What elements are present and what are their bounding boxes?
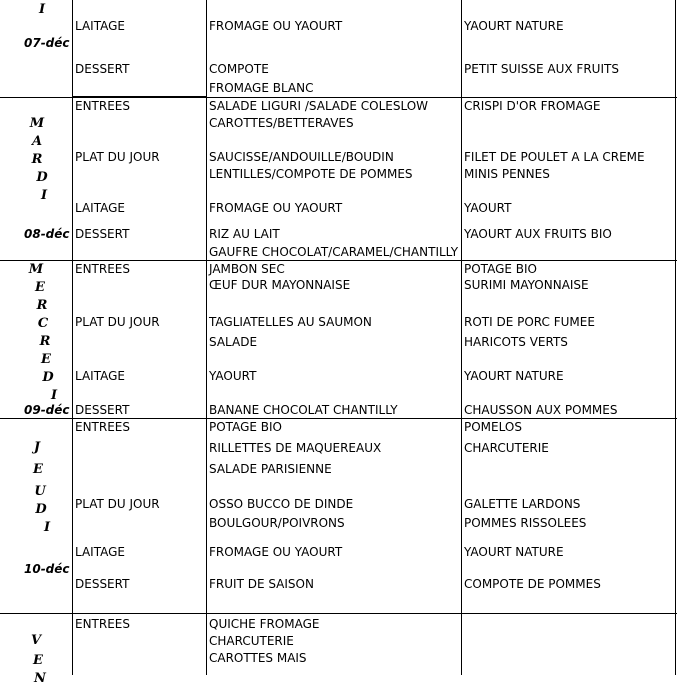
day-letter: E [33, 653, 43, 668]
menu-item: FROMAGE BLANC [209, 81, 314, 95]
day-date: 08-déc [24, 227, 70, 241]
day-date: 10-déc [24, 562, 70, 576]
category-label: LAITAGE [75, 545, 125, 559]
menu-item: COMPOTE [209, 62, 269, 76]
day-letter: M [29, 116, 45, 131]
day-date: 09-déc [24, 403, 70, 417]
day-letter: E [33, 462, 43, 477]
menu-item: SALADE [209, 335, 258, 349]
menu-item: SALADE PARISIENNE [209, 462, 332, 476]
category-label: ENTREES [75, 262, 131, 276]
menu-item: YAOURT NATURE [464, 369, 564, 383]
menu-item: GAUFRE CHOCOLAT/CARAMEL/CHANTILLY [209, 245, 459, 259]
category-label: ENTREES [75, 99, 131, 113]
category-label: DESSERT [75, 227, 130, 241]
day-divider [0, 613, 677, 614]
day-letter: D [35, 502, 47, 517]
day-date: 07-déc [24, 36, 70, 50]
menu-item: COMPOTE DE POMMES [464, 577, 601, 591]
day-letter: E [41, 352, 51, 367]
menu-item: YAOURT AUX FRUITS BIO [464, 227, 612, 241]
day-letter: U [34, 484, 46, 499]
menu-item: SURIMI MAYONNAISE [464, 278, 589, 292]
menu-item: ŒUF DUR MAYONNAISE [209, 278, 351, 292]
category-label: LAITAGE [75, 369, 125, 383]
menu-item: MINIS PENNES [464, 167, 550, 181]
menu-item: POTAGE BIO [464, 262, 537, 276]
column-divider [206, 0, 207, 675]
menu-item: OSSO BUCCO DE DINDE [209, 497, 354, 511]
menu-item: YAOURT NATURE [464, 19, 564, 33]
menu-item: ROTI DE PORC FUMEE [464, 315, 595, 329]
category-label: PLAT DU JOUR [75, 497, 160, 511]
day-letter: E [35, 280, 45, 295]
menu-item: LENTILLES/COMPOTE DE POMMES [209, 167, 413, 181]
menu-item: FROMAGE OU YAOURT [209, 201, 343, 215]
menu-item: GALETTE LARDONS [464, 497, 581, 511]
column-divider [461, 0, 462, 675]
day-divider [0, 418, 677, 419]
menu-item: FROMAGE OU YAOURT [209, 19, 343, 33]
menu-item: TAGLIATELLES AU SAUMON [209, 315, 372, 329]
menu-item: RIZ AU LAIT [209, 227, 280, 241]
day-letter: D [36, 170, 48, 185]
menu-item: JAMBON SEC [209, 262, 285, 276]
menu-item: POTAGE BIO [209, 420, 282, 434]
category-label: DESSERT [75, 577, 130, 591]
category-label: ENTREES [75, 617, 131, 631]
day-letter: N [34, 671, 46, 686]
day-letter: R [36, 298, 48, 313]
cell-divider [72, 96, 206, 97]
menu-item: CAROTTES/BETTERAVES [209, 116, 354, 130]
menu-item: SAUCISSE/ANDOUILLE/BOUDIN [209, 150, 394, 164]
menu-item: BANANE CHOCOLAT CHANTILLY [209, 403, 398, 417]
menu-item: POMMES RISSOLEES [464, 516, 587, 530]
menu-item: YAOURT [464, 201, 512, 215]
menu-item: RILLETTES DE MAQUEREAUX [209, 441, 382, 455]
column-divider [675, 0, 676, 675]
day-letter: A [31, 134, 43, 149]
category-label: LAITAGE [75, 201, 125, 215]
menu-item: FRUIT DE SAISON [209, 577, 314, 591]
menu-item: PETIT SUISSE AUX FRUITS [464, 62, 619, 76]
category-label: ENTREES [75, 420, 131, 434]
menu-item: CHARCUTERIE [464, 441, 549, 455]
menu-item: QUICHE FROMAGE [209, 617, 320, 631]
menu-item: CHARCUTERIE [209, 634, 294, 648]
menu-item: YAOURT [209, 369, 257, 383]
menu-item: POMELOS [464, 420, 522, 434]
day-letter: J [33, 440, 41, 455]
day-letter: R [39, 334, 51, 349]
day-letter: D [42, 370, 54, 385]
menu-item: FILET DE POULET A LA CREME [464, 150, 645, 164]
category-label: DESSERT [75, 62, 130, 76]
menu-item: SALADE LIGURI /SALADE COLESLOW [209, 99, 429, 113]
category-label: PLAT DU JOUR [75, 315, 160, 329]
day-divider [0, 97, 677, 98]
day-letter: I [38, 2, 46, 17]
menu-item: HARICOTS VERTS [464, 335, 568, 349]
day-divider [0, 260, 677, 261]
day-letter: I [43, 520, 51, 535]
day-letter: I [40, 188, 48, 203]
menu-item: YAOURT NATURE [464, 545, 564, 559]
day-letter: C [37, 316, 49, 331]
menu-item: FROMAGE OU YAOURT [209, 545, 343, 559]
menu-item: CAROTTES MAIS [209, 651, 307, 665]
menu-item: BOULGOUR/POIVRONS [209, 516, 345, 530]
day-letter: M [28, 262, 44, 277]
category-label: DESSERT [75, 403, 130, 417]
day-letter: R [31, 152, 43, 167]
day-letter: I [50, 388, 58, 403]
menu-item: CHAUSSON AUX POMMES [464, 403, 618, 417]
day-letter: V [30, 633, 42, 648]
category-label: LAITAGE [75, 19, 125, 33]
menu-item: CRISPI D'OR FROMAGE [464, 99, 601, 113]
category-label: PLAT DU JOUR [75, 150, 160, 164]
